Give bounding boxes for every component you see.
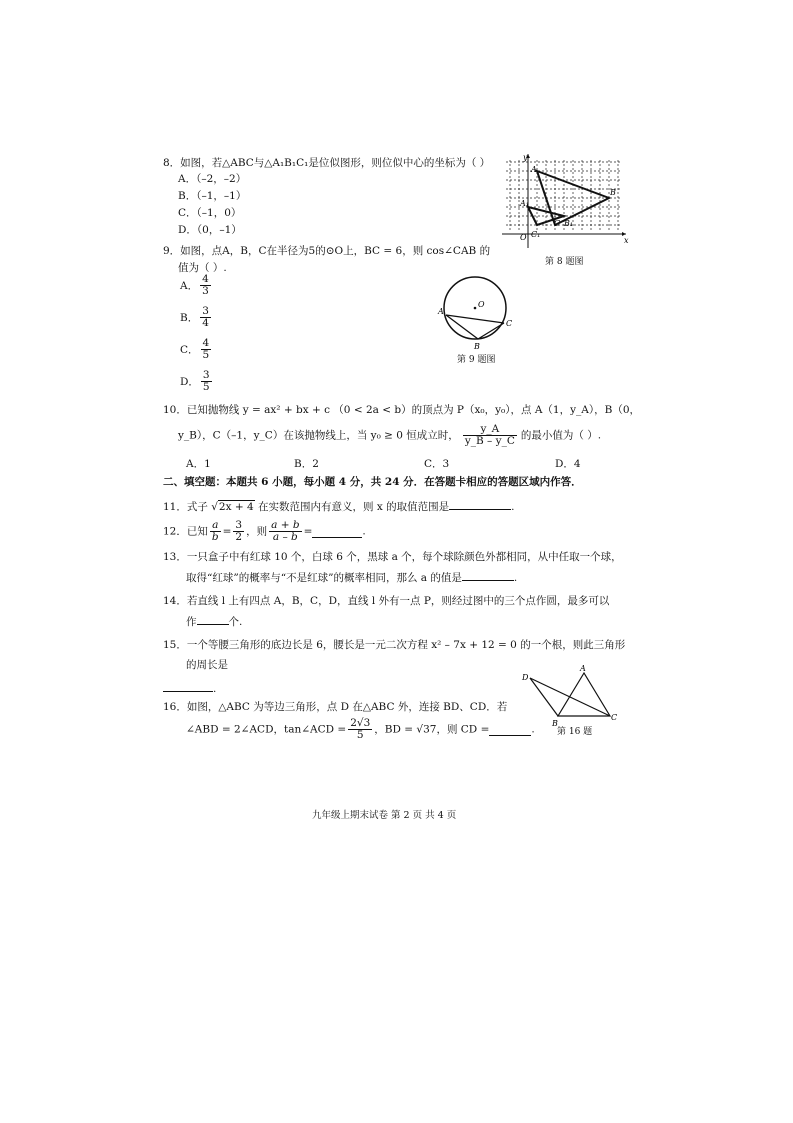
q12-post: = — [303, 525, 313, 538]
q8-figure-caption: 第 8 题图 — [545, 257, 584, 267]
q10-option-d: D．4 — [555, 458, 581, 470]
q8-option-c: C．（–1，0） — [178, 207, 242, 219]
q15-end: . — [213, 683, 217, 695]
q9-option-c — [180, 338, 213, 361]
q8-label-c1: C₁ — [531, 230, 541, 239]
q9-option-d-letter: D． — [180, 376, 199, 388]
q12-eq: = — [222, 525, 232, 538]
q9-option-c-letter: C． — [180, 344, 199, 356]
q12-mid: ，则 — [246, 525, 268, 538]
q9-option-d-den: 5 — [202, 381, 210, 393]
q16-frac-den: 5 — [356, 729, 364, 741]
q16-line2 — [186, 718, 535, 741]
q12-f3-num: a + b — [271, 519, 300, 531]
q9-label-o: O — [478, 300, 485, 309]
q12-f3-den: a – b — [272, 531, 298, 543]
q15-line1: 15．一个等腰三角形的底边长是 6，腰长是一元二次方程 x² – 7x + 12 = 0 的一个根，则此三角形 — [163, 639, 626, 651]
q12-f2-num: 3 — [235, 519, 243, 531]
q8-stem: 8．如图，若△ABC与△A₁B₁C₁是位似图形，则位似中心的坐标为（ ） — [163, 157, 491, 169]
q8-label-o: O — [520, 233, 527, 242]
q8-option-b: B．（–1，–1） — [178, 190, 247, 202]
q11-post: 在实数范围内有意义，则 x 的取值范围是 — [258, 501, 450, 513]
q9-option-c-num: 4 — [202, 337, 210, 349]
q15-answer-blank[interactable] — [163, 680, 213, 692]
q8-figure — [498, 150, 633, 255]
q8-label-b: B — [610, 188, 616, 197]
q12-f1-den: b — [211, 531, 219, 543]
q16-frac-num: 2√3 — [350, 717, 371, 729]
q16-line2-mid: ，BD = √37，则 CD = — [374, 723, 490, 736]
q8-option-d: D．（0，–1） — [178, 224, 242, 236]
q9-option-a-letter: A． — [180, 280, 199, 292]
q16-figure-caption: 第 16 题 — [557, 727, 593, 737]
q9-stem-line2: 值为（ ）. — [178, 262, 227, 274]
q16-line2-pre: ∠ABD = 2∠ACD，tan∠ACD = — [186, 723, 347, 736]
q11: 11．式子 √2x + 4 在实数范围内有意义，则 x 的取值范围是 . — [163, 498, 514, 515]
q9-option-a-den: 3 — [202, 285, 209, 297]
q9-option-c-den: 5 — [202, 349, 210, 361]
q8-label-b1: B₁ — [564, 219, 574, 228]
q11-radicand: 2x + 4 — [218, 501, 254, 513]
q10-frac-num: y_A — [463, 424, 517, 436]
q8-label-y: y — [523, 153, 528, 162]
q9-stem-line1: 9．如图，点A，B，C在半径为5的⊙O上，BC = 6，则 cos∠CAB 的 — [163, 245, 491, 257]
q16-label-c: C — [611, 713, 618, 722]
q12-pre: 12．已知 — [163, 525, 208, 538]
q16-label-b: B — [552, 719, 558, 728]
q9-label-b: B — [474, 342, 480, 350]
q15-line2: 的周长是 — [186, 659, 228, 671]
q12 — [163, 520, 366, 543]
q14-line2-post: 个. — [228, 616, 243, 628]
q12-f2-den: 2 — [235, 531, 243, 543]
q14-line1: 14．若直线 l 上有四点 A，B，C，D，直线 l 外有一点 P，则经过图中的三个点作圆，最多可以 — [163, 595, 610, 607]
q16-figure — [518, 660, 623, 728]
q11-pre: 11．式子 — [163, 501, 208, 513]
q16-end: . — [531, 723, 535, 736]
q10-stem-line2-b: 的最小值为（ ）. — [520, 429, 602, 442]
q12-f1-num: a — [210, 520, 221, 532]
q9-label-a: A — [438, 307, 444, 316]
q9-option-b — [180, 306, 213, 329]
q8-label-a1: A₁ — [520, 199, 529, 208]
q12-end: . — [362, 525, 366, 538]
q9-figure — [430, 272, 520, 350]
q9-option-a-num: 4 — [202, 273, 209, 285]
q13-answer-blank[interactable] — [462, 569, 514, 581]
q11-answer-blank[interactable] — [449, 498, 511, 510]
section2-title: 二、填空题：本题共 6 小题，每小题 4 分，共 24 分．在答题卡相应的答题区域内作答． — [163, 476, 582, 488]
q9-option-b-den: 4 — [202, 317, 209, 329]
q9-label-c: C — [506, 319, 513, 328]
q16-label-d: D — [522, 673, 529, 682]
q10-frac-den: y_B – y_C — [464, 435, 515, 447]
q9-option-d-num: 3 — [202, 369, 210, 381]
q13-line2-text: 取得“红球”的概率与“不是红球”的概率相同，那么 a 的值是 — [186, 572, 462, 584]
q8-label-x: x — [624, 236, 629, 245]
q13-line2 — [186, 569, 517, 586]
q9-option-d — [180, 370, 214, 393]
q10-option-c: C．3 — [424, 458, 450, 470]
q12-answer-blank[interactable] — [312, 526, 362, 538]
q16-line1: 16．如图，△ABC 为等边三角形，点 D 在△ABC 外，连接 BD、CD．若 — [163, 701, 508, 713]
q11-end: . — [511, 501, 515, 513]
q14-answer-blank[interactable] — [197, 613, 229, 625]
q9-figure-caption: 第 9 题图 — [457, 355, 496, 365]
q15-answer — [163, 680, 216, 697]
q9-option-b-num: 3 — [202, 305, 209, 317]
q9-option-a — [180, 274, 213, 297]
q10-option-b: B．2 — [294, 458, 319, 470]
q13-end: . — [513, 572, 518, 584]
q13-line1: 13．一只盒子中有红球 10 个，白球 6 个，黑球 a 个，每个球除颜色外都相同，从中任取一个球， — [163, 551, 622, 563]
q10-option-a: A．1 — [186, 458, 211, 470]
q8-option-a: A．（–2，–2） — [178, 173, 247, 185]
q8-label-c: C — [554, 219, 561, 228]
q10-stem-line2 — [178, 424, 601, 447]
q14-line2 — [186, 613, 242, 630]
q16-label-a: A — [580, 664, 586, 673]
q14-line2-pre: 作 — [186, 616, 197, 628]
q10-stem-line1: 10．已知抛物线 y = ax² + bx + c （0 < 2a < b）的顶点为 P（x₀，y₀），点 A（1，y_A），B（0， — [163, 404, 641, 416]
q10-stem-line2-a: y_B），C（–1，y_C）在该抛物线上，当 y₀ ≥ 0 恒成立时， — [178, 429, 459, 442]
page-footer: 九年级上期末试卷 第 2 页 共 4 页 — [312, 810, 457, 821]
q9-option-b-letter: B． — [180, 312, 199, 324]
q8-label-a: A — [531, 165, 537, 174]
